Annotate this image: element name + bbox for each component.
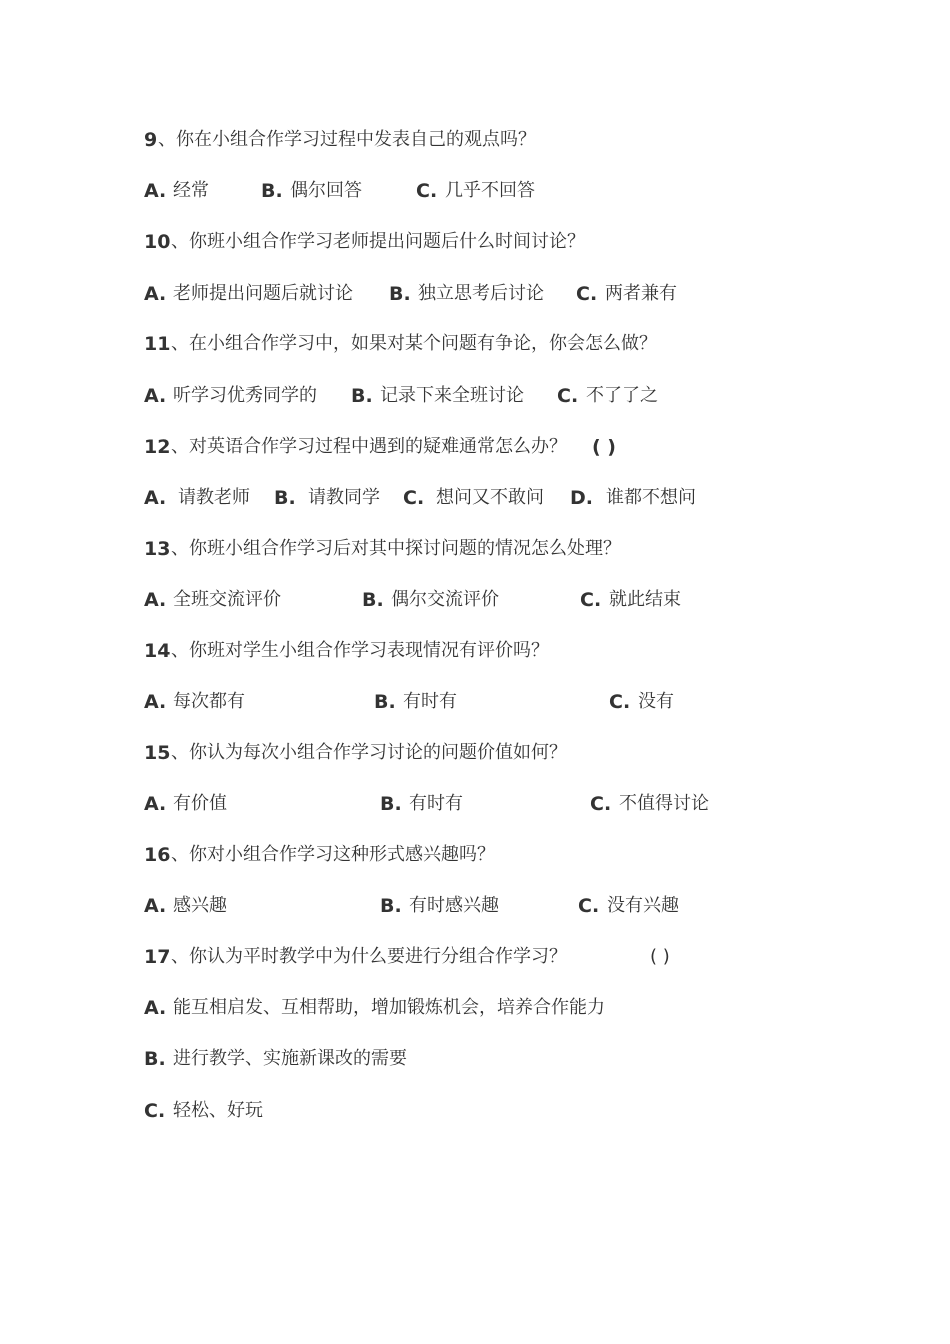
option-text: 有时有 — [403, 691, 457, 712]
option-text: 请教同学 — [308, 487, 380, 508]
option-text: 经常 — [173, 180, 209, 201]
question-number: 14 — [144, 640, 171, 662]
question-number: 15 — [144, 742, 171, 764]
option-text: 想问又不敢问 — [436, 487, 544, 508]
option-text: 偶尔交流评价 — [391, 589, 499, 610]
option-label: B. — [274, 487, 296, 509]
option-text: 全班交流评价 — [173, 589, 281, 610]
option-text: 听学习优秀同学的 — [173, 385, 317, 406]
option-text: 轻松、好玩 — [173, 1100, 263, 1121]
question-text: 、你在小组合作学习过程中发表自己的观点吗？ — [158, 129, 536, 150]
option-label: C. — [416, 180, 438, 202]
option-text: 能互相启发、互相帮助，增加锻炼机会，培养合作能力 — [173, 997, 605, 1018]
option-label: A. — [144, 589, 167, 611]
option-text: 就此结束 — [609, 589, 681, 610]
option-label: A. — [144, 997, 167, 1019]
question-text: 、对英语合作学习过程中遇到的疑难通常怎么办？ — [171, 436, 567, 457]
question-text: 、你班小组合作学习后对其中探讨问题的情况怎么处理？ — [171, 538, 621, 559]
option-label: D. — [570, 487, 593, 509]
option-label: A. — [144, 283, 167, 305]
question-number: 17 — [144, 946, 171, 968]
option-label: A. — [144, 385, 167, 407]
option-label: B. — [362, 589, 384, 611]
option-text: 有价值 — [173, 793, 227, 814]
question-text: 、你班对学生小组合作学习表现情况有评价吗？ — [171, 640, 549, 661]
option-label: C. — [403, 487, 425, 509]
option-text: 偶尔回答 — [290, 180, 362, 201]
option-text: 有时有 — [409, 793, 463, 814]
question-text: 、你对小组合作学习这种形式感兴趣吗？ — [171, 844, 495, 865]
option-label: C. — [609, 691, 631, 713]
question-number: 9 — [144, 129, 158, 151]
option-label: C. — [144, 1100, 166, 1122]
question-text: 、你认为每次小组合作学习讨论的问题价值如何？ — [171, 742, 567, 763]
option-text: 没有 — [638, 691, 674, 712]
option-text: 没有兴趣 — [607, 895, 679, 916]
option-text: 几乎不回答 — [445, 180, 535, 201]
option-text: 感兴趣 — [173, 895, 227, 916]
option-label: A. — [144, 793, 167, 815]
question-text: 、你认为平时教学中为什么要进行分组合作学习？ — [171, 946, 567, 967]
option-text: 不了了之 — [586, 385, 658, 406]
option-label: C. — [576, 283, 598, 305]
option-label: C. — [590, 793, 612, 815]
option-label: B. — [351, 385, 373, 407]
option-label: C. — [580, 589, 602, 611]
option-text: 不值得讨论 — [619, 793, 709, 814]
option-text: 每次都有 — [173, 691, 245, 712]
option-label: B. — [380, 793, 402, 815]
option-label: B. — [374, 691, 396, 713]
option-label: A. — [144, 691, 167, 713]
question-number: 12 — [144, 436, 171, 458]
option-text: 记录下来全班讨论 — [380, 385, 524, 406]
option-label: B. — [380, 895, 402, 917]
question-number: 16 — [144, 844, 171, 866]
question-number: 11 — [144, 333, 171, 355]
option-label: A. — [144, 487, 167, 509]
option-text: 谁都不想问 — [606, 487, 696, 508]
answer-parentheses: ( ) — [592, 436, 616, 458]
question-number: 10 — [144, 231, 171, 253]
question-text: 、你班小组合作学习老师提出问题后什么时间讨论？ — [171, 231, 585, 252]
option-text: 有时感兴趣 — [409, 895, 499, 916]
option-text: 请教老师 — [178, 487, 250, 508]
option-label: A. — [144, 180, 167, 202]
question-number: 13 — [144, 538, 171, 560]
option-label: C. — [557, 385, 579, 407]
option-text: 独立思考后讨论 — [418, 283, 544, 304]
option-text: 进行教学、实施新课改的需要 — [173, 1048, 407, 1069]
option-text: 两者兼有 — [605, 283, 677, 304]
question-text: 、在小组合作学习中，如果对某个问题有争论，你会怎么做？ — [171, 333, 657, 354]
option-label: B. — [389, 283, 411, 305]
answer-parentheses: ( ) — [650, 946, 670, 967]
option-text: 老师提出问题后就讨论 — [173, 283, 353, 304]
option-label: B. — [261, 180, 283, 202]
option-label: B. — [144, 1048, 166, 1070]
option-label: C. — [578, 895, 600, 917]
option-label: A. — [144, 895, 167, 917]
